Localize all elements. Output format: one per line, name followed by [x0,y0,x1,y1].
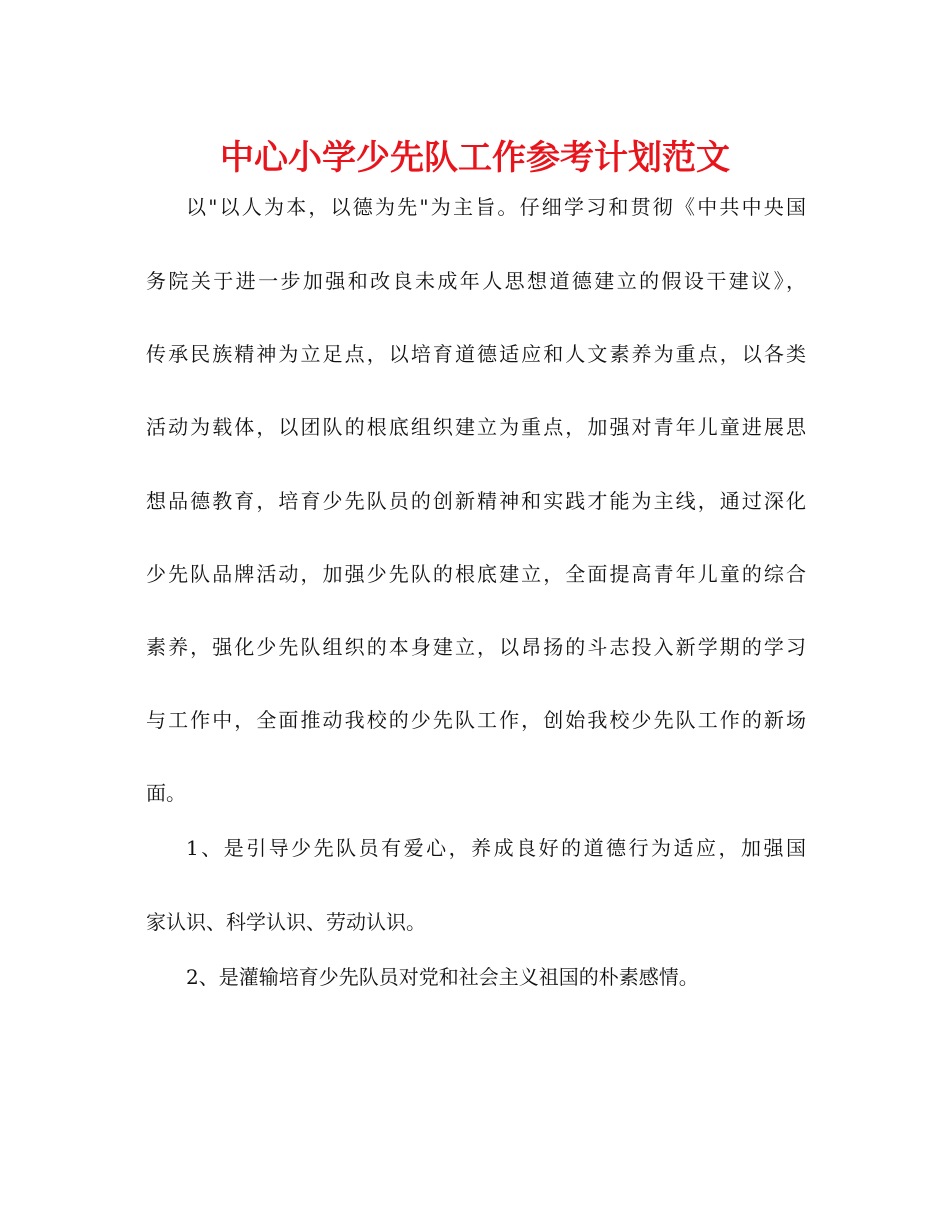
document-title: 中心小学少先队工作参考计划范文 [220,138,730,178]
paragraph-line: 传承民族精神为立足点，以培育道德适应和人文素养为重点，以各类 [146,342,806,366]
paragraph-line: 少先队品牌活动，加强少先队的根底建立，全面提高青年儿童的综合 [146,562,806,586]
paragraph-line: 活动为载体，以团队的根底组织建立为重点，加强对青年儿童进展思 [146,415,806,439]
paragraph-line: 想品德教育，培育少先队员的创新精神和实践才能为主线，通过深化 [146,489,806,513]
paragraph-line: 面。 [146,781,186,805]
list-item-line: 家认识、科学认识、劳动认识。 [146,910,426,934]
paragraph-line: 以"以人为本，以德为先"为主旨。仔细学习和贯彻《中共中央国 [186,195,806,219]
list-item-line: 1、是引导少先队员有爱心，养成良好的道德行为适应，加强国 [186,836,806,860]
paragraph-line: 与工作中，全面推动我校的少先队工作，创始我校少先队工作的新场 [146,708,806,732]
paragraph-line: 素养，强化少先队组织的本身建立，以昂扬的斗志投入新学期的学习 [146,635,806,659]
list-item-line: 2、是灌输培育少先队员对党和社会主义祖国的朴素感情。 [186,965,699,989]
paragraph-line: 务院关于进一步加强和改良未成年人思想道德建立的假设干建议》， [146,269,806,293]
